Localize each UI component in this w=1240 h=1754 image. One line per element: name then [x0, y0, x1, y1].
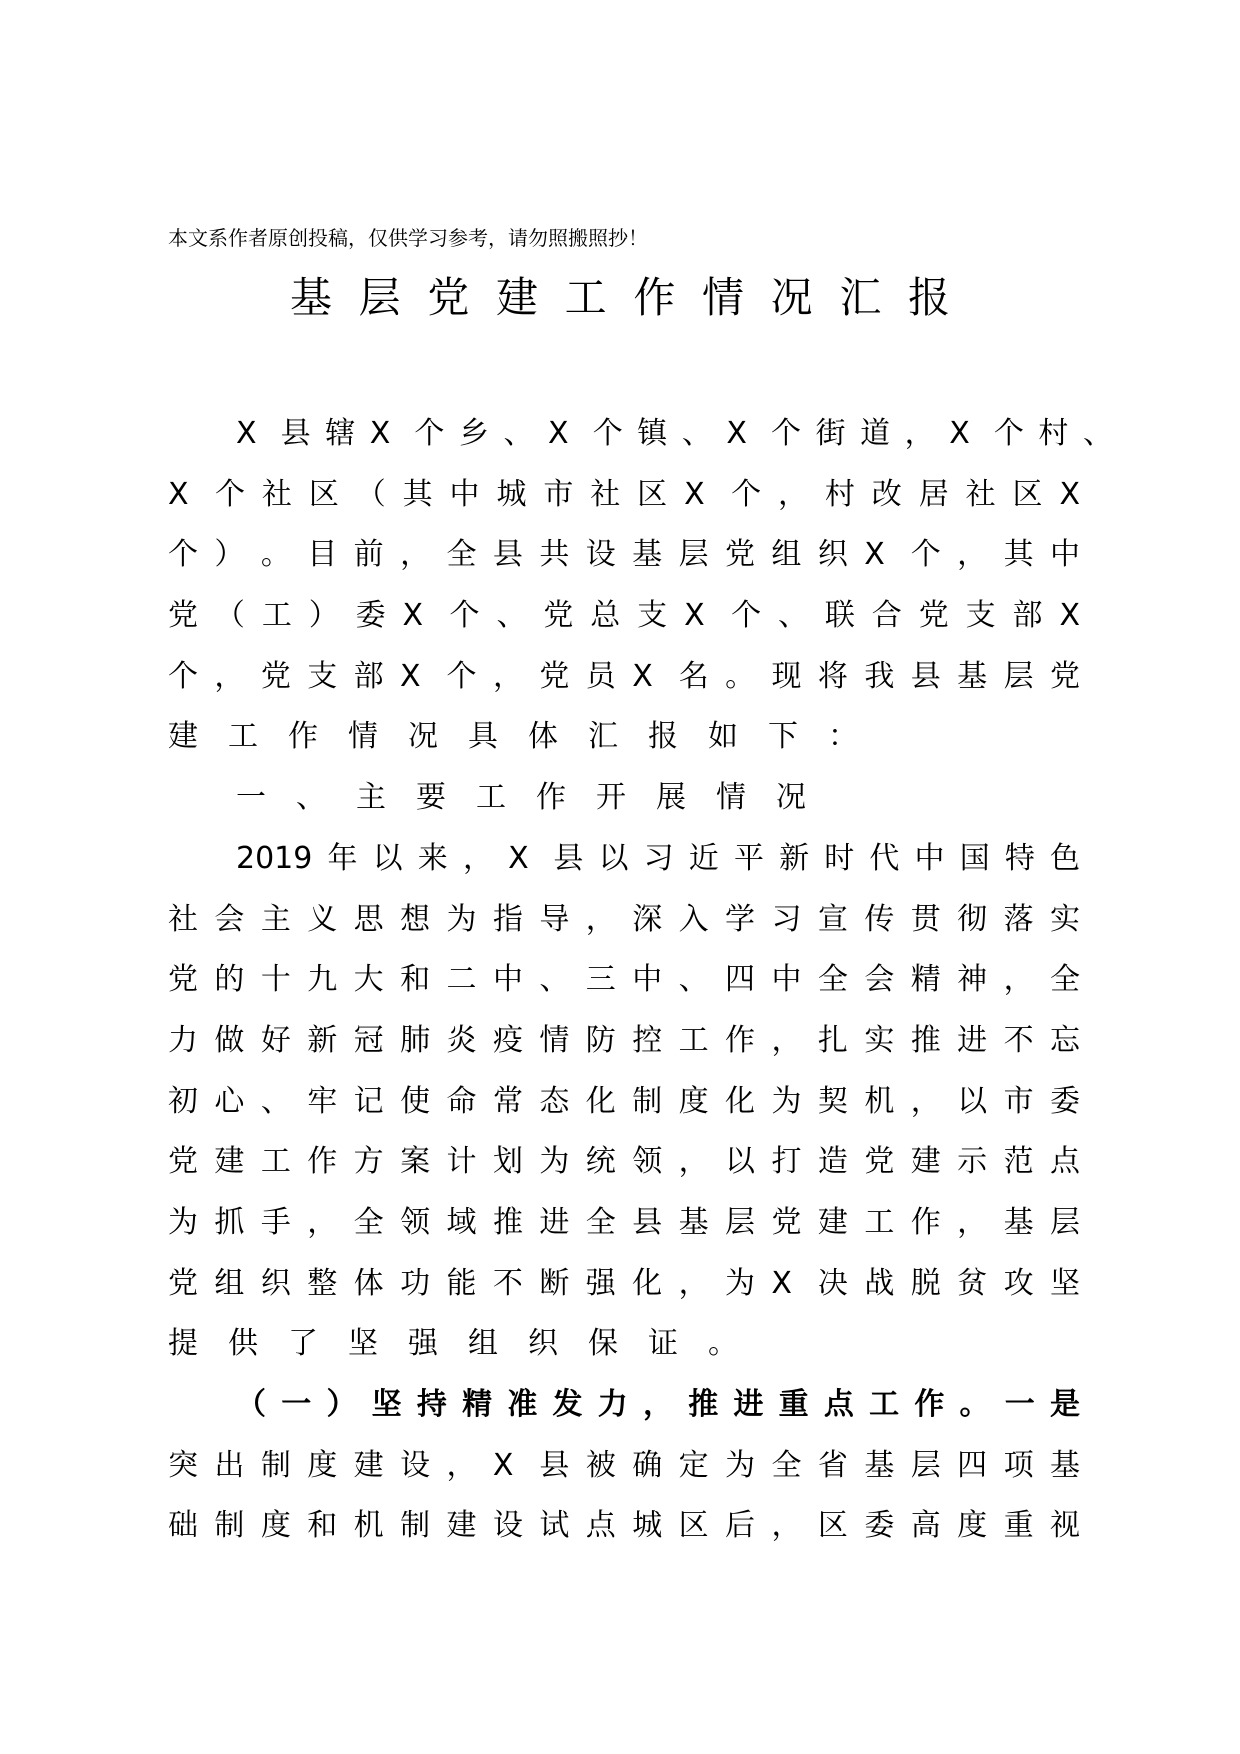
paragraph-line: X​ ​县​辖​X​ ​个​乡​、​X​ ​个​镇​、​X​ ​个​街​道​，​X​ ​个​村​、	[236, 416, 1113, 451]
paragraph-line: 提供了坚强组织保证。	[168, 1326, 768, 1362]
paragraph-line: 突​出​制​度​建​设​，​X​ ​县​被​确​定​为​全​省​基​层​四​项​基	[168, 1447, 1080, 1483]
paragraph-line: 党​建​工​作​方​案​计​划​为​统​领​，​以​打​造​党​建​示​范​点	[168, 1144, 1080, 1180]
paragraph-line: 社​会​主​义​思​想​为​指​导​，​深​入​学​习​宣​传​贯​彻​落​实	[168, 901, 1080, 937]
paragraph-line: 2​0​1​9​年​以​来​，​X​ ​县​以​习​近​平​新​时​代​中​国​特​色	[236, 840, 1080, 876]
paragraph-line: 建工作情况具体汇报如下：	[168, 719, 888, 755]
section-heading: 一、主要工作开展情况	[236, 780, 836, 816]
paragraph-line: 力​做​好​新​冠​肺​炎​疫​情​防​控​工​作​，​扎​实​推​进​不​忘	[168, 1022, 1080, 1058]
paragraph-line: X​ ​个​社​区​（​其​中​城​市​社​区​X​ ​个​，​村​改​居​社​区​X	[168, 476, 1080, 512]
copyright-notice: 本文系作者原创投稿，仅供学习参考，请勿照搬照抄！	[168, 226, 648, 250]
paragraph-line: 础​制​度​和​机​制​建​设​试​点​城​区​后​，​区​委​高​度​重​视	[168, 1508, 1080, 1544]
paragraph-line: 为​抓​手​，​全​领​域​推​进​全​县​基​层​党​建​工​作​，​基​层	[168, 1204, 1080, 1240]
document-body	[168, 404, 1113, 1557]
paragraph-line: 党​（​工​）​委​X​ ​个​、​党​总​支​X​ ​个​、​联​合​党​支​部​X	[168, 598, 1080, 634]
paragraph-line: 个​）​。​目​前​，​全​县​共​设​基​层​党​组​织​X​ ​个​，​其​中	[168, 537, 1080, 573]
subsection-heading: （​一​）​坚​持​精​准​发​力​，​推​进​重​点​工​作​。​一​是	[236, 1387, 1080, 1422]
paragraph-line: 党​组​织​整​体​功​能​不​断​强​化​，​为​X​ ​决​战​脱​贫​攻​坚	[168, 1265, 1080, 1301]
document-title: 基​层​党​建​工​作​情​况​汇​报	[290, 273, 950, 322]
paragraph-line: 初​心​、​牢​记​使​命​常​态​化​制​度​化​为​契​机​，​以​市​委	[168, 1083, 1080, 1119]
paragraph-line: 个​，​党​支​部​X​ ​个​，​党​员​X​ ​名​。​现​将​我​县​基​层​党	[168, 658, 1080, 694]
paragraph-line: 党​的​十​九​大​和​二​中​、​三​中​、​四​中​全​会​精​神​，​全	[168, 962, 1080, 998]
